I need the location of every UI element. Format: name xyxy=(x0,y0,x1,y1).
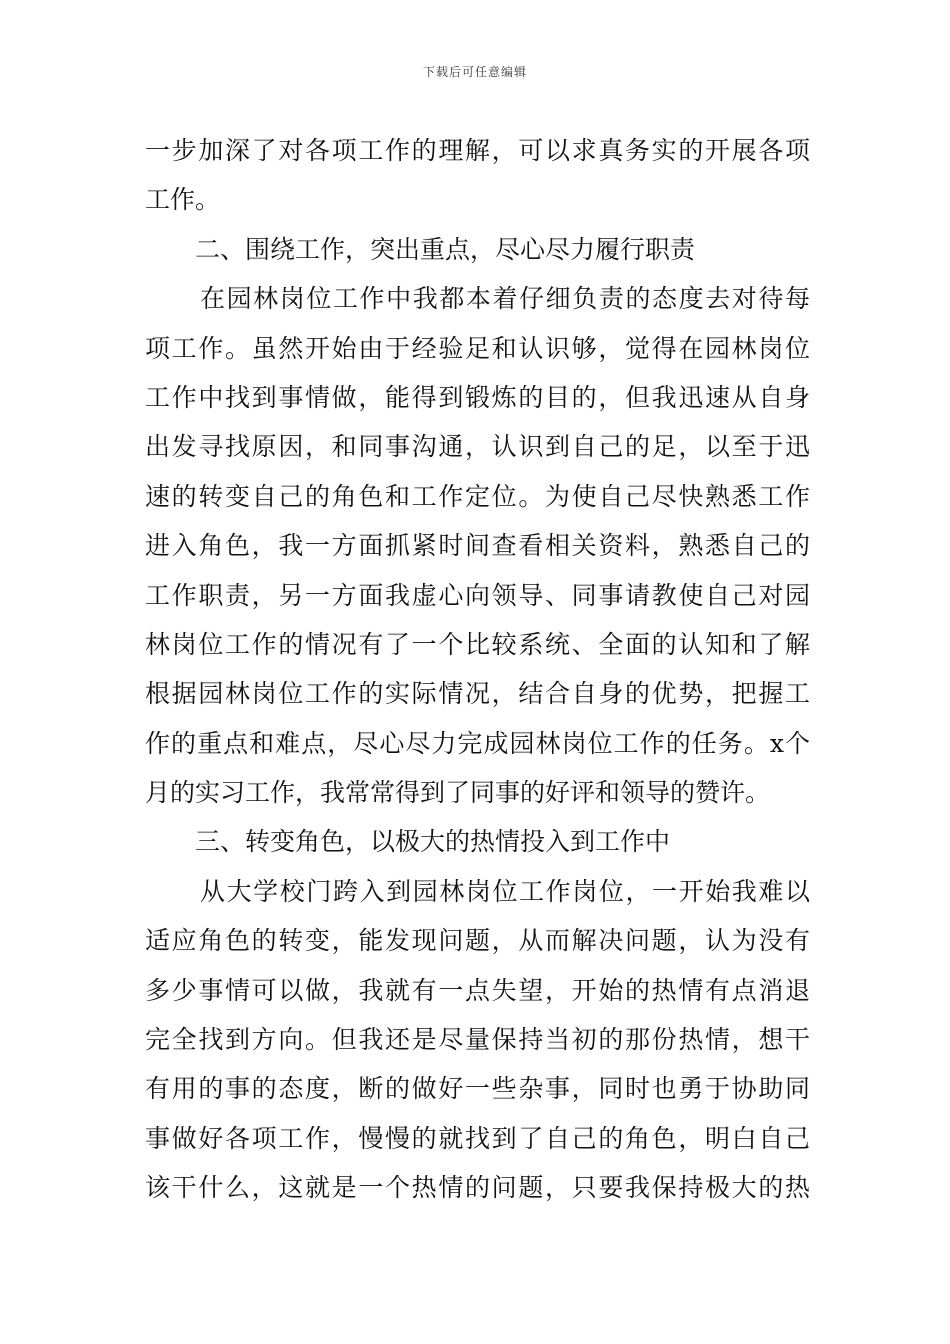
body-line: 工作职责，另一方面我虚心向领导、同事请教使自己对园 xyxy=(145,580,810,610)
document-body xyxy=(145,126,810,1213)
section-heading: 二、围绕工作，突出重点，尽心尽力履行职责 xyxy=(195,234,696,264)
body-line: 进入角色，我一方面抓紧时间查看相关资料，熟悉自己的 xyxy=(145,531,810,561)
body-line: 事做好各项工作，慢慢的就找到了自己的角色，明白自己 xyxy=(145,1123,810,1153)
body-line: 根据园林岗位工作的实际情况，结合自身的优势，把握工 xyxy=(145,679,810,709)
body-line: 工作。 xyxy=(145,185,221,215)
body-line: 项工作。虽然开始由于经验足和认识够，觉得在园林岗位 xyxy=(145,333,810,363)
body-line: 速的转变自己的角色和工作定位。为使自己尽快熟悉工作 xyxy=(145,481,810,511)
body-line: 林岗位工作的情况有了一个比较系统、全面的认知和了解 xyxy=(145,629,810,659)
body-line: 工作中找到事情做，能得到锻炼的目的，但我迅速从自身 xyxy=(145,382,810,412)
body-line: 完全找到方向。但我还是尽量保持当初的那份热情，想干 xyxy=(145,1025,810,1055)
body-line: 多少事情可以做，我就有一点失望，开始的热情有点消退 xyxy=(145,975,810,1005)
body-line: 出发寻找原因，和同事沟通，认识到自己的足，以至于迅 xyxy=(145,432,810,462)
body-line: 在园林岗位工作中我都本着仔细负责的态度去对待每 xyxy=(200,284,810,314)
body-line: 从大学校门跨入到园林岗位工作岗位，一开始我难以 xyxy=(200,876,810,906)
body-line: 作的重点和难点，尽心尽力完成园林岗位工作的任务。x个 xyxy=(145,728,810,758)
body-line: 该干什么，这就是一个热情的问题，只要我保持极大的热 xyxy=(145,1173,810,1203)
body-line: 适应角色的转变，能发现问题，从而解决问题，认为没有 xyxy=(145,926,810,956)
body-line: 月的实习工作，我常常得到了同事的好评和领导的赞许。 xyxy=(145,778,771,808)
page-header: 下载后可任意编辑 xyxy=(422,65,527,79)
body-line: 有用的事的态度，断的做好一些杂事，同时也勇于协助同 xyxy=(145,1074,810,1104)
body-line: 一步加深了对各项工作的理解，可以求真务实的开展各项 xyxy=(145,136,810,165)
section-heading: 三、转变角色，以极大的热情投入到工作中 xyxy=(195,827,671,857)
